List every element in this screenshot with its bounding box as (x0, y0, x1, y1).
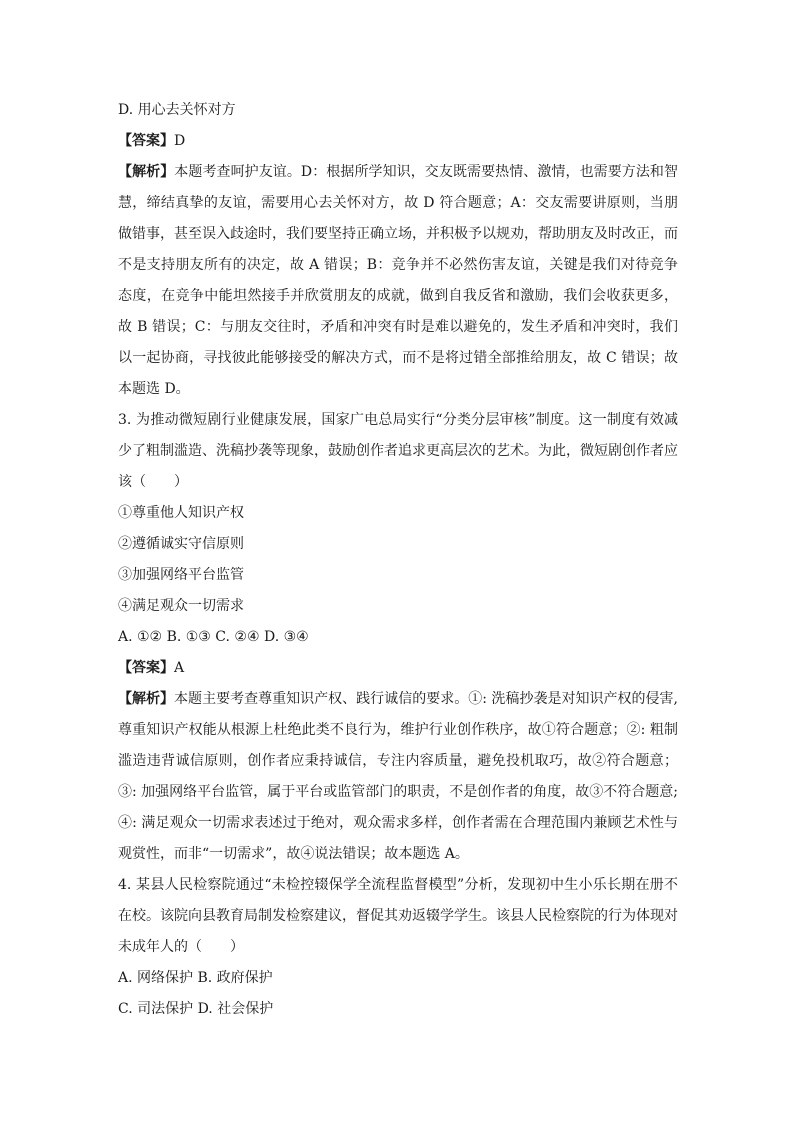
q3-options: A. ①② B. ①③ C. ②④ D. ③④ (118, 629, 309, 645)
q4-options-row: A. 网络保护 B. 政府保护 (118, 970, 273, 986)
q2-analysis-line: 以一起协商，寻找彼此能够接受的解决方式，而不是将过错全部推给朋友，故 C 错误；故 (118, 350, 678, 366)
q3-analysis-line: ④: 满足观众一切需求表述过于绝对，观众需求多样，创作者需在合理范围内兼顾艺术性与 (118, 815, 678, 831)
answer-value: A (174, 660, 185, 676)
q3-item: ①尊重他人知识产权 (118, 505, 244, 521)
answer-value: D (174, 133, 186, 149)
q2-analysis-line: 本题选 D。 (118, 381, 190, 397)
analysis-label: 【解析】 (118, 691, 175, 707)
q3-item: ④满足观众一切需求 (118, 598, 244, 614)
q2-answer (118, 126, 678, 157)
q2-analysis-line: 慧，缔结真挚的友谊，需要用心去关怀对方，故 D 符合题意；A：交友需要讲原则，当朋 (118, 195, 678, 211)
q3-stem-line: 少了粗制滥造、洗稿抄袭等现象，鼓励创作者追求更高层次的艺术。为此，微短剧创作者应 (118, 443, 678, 459)
q2-analysis-line: 做错事，甚至误入歧途时，我们要坚持正确立场，并积极予以规劝，帮助朋友及时改正，而 (118, 226, 678, 242)
q4-stem-line: 4. 某县人民检察院通过“未检控辍保学全流程监督模型”分析，发现初中生小乐长期在册不 (118, 877, 678, 893)
analysis-label: 【解析】 (118, 164, 175, 180)
document-page (118, 95, 678, 1025)
q3-stem-line: 3. 为推动微短剧行业健康发展，国家广电总局实行“分类分层审核”制度。这一制度有效减 (118, 412, 678, 428)
q4-options-row: C. 司法保护 D. 社会保护 (118, 1001, 274, 1017)
q3-analysis-line: 【解析】本题主要考查尊重知识产权、践行诚信的要求。①: 洗稿抄袭是对知识产权的侵害, (118, 691, 678, 707)
q4-stem-line: 在校。该院向县教育局制发检察建议，督促其劝返辍学学生。该县人民检察院的行为体现对 (118, 908, 678, 924)
q2-analysis-line: 态度，在竞争中能坦然接手并欣赏朋友的成就，做到自我反省和激励，我们会收获更多， (118, 288, 678, 304)
q3-analysis-line: 观赏性，而非“一切需求”，故④说法错误；故本题选 A。 (118, 846, 469, 862)
q3-stem-line: 该（ ） (118, 474, 188, 490)
q3-item: ③加强网络平台监管 (118, 567, 244, 583)
q2-option-d: D. 用心去关怀对方 (118, 102, 236, 118)
answer-label: 【答案】 (118, 660, 174, 676)
q3-item: ②遵循诚实守信原则 (118, 536, 244, 552)
q3-analysis-line: 滥造违背诚信原则，创作者应秉持诚信，专注内容质量，避免投机取巧，故②符合题意； (118, 753, 678, 769)
answer-label: 【答案】 (118, 133, 174, 149)
q2-analysis-line: 不是支持朋友所有的决定，故 A 错误；B：竞争并不必然伤害友谊，关键是我们对待竞争 (118, 257, 678, 273)
q2-analysis-line: 【解析】本题考查呵护友谊。D：根据所学知识，交友既需要热情、激情，也需要方法和智 (118, 164, 678, 180)
q4-stem-line: 未成年人的（ ） (118, 939, 244, 955)
q3-analysis-line: ③: 加强网络平台监管，属于平台或监管部门的职责，不是创作者的角度，故③不符合题意; (118, 784, 678, 800)
q2-analysis-line: 故 B 错误；C：与朋友交往时，矛盾和冲突有时是难以避免的，发生矛盾和冲突时，我们 (118, 319, 678, 335)
q3-analysis-line: 尊重知识产权能从根源上杜绝此类不良行为，维护行业创作秩序，故①符合题意；②: 粗制 (118, 722, 678, 738)
q3-answer (118, 653, 678, 684)
